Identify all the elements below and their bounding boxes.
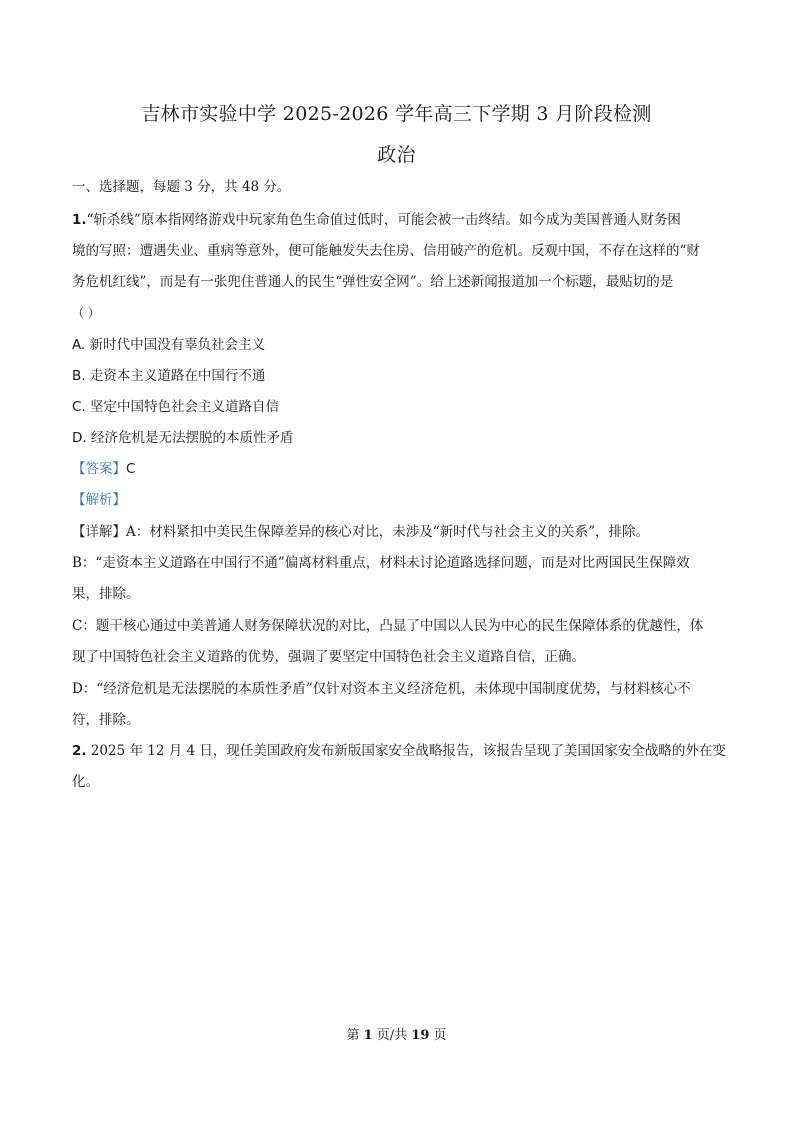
footer-page-number: 1 bbox=[363, 1028, 373, 1043]
exam-subject: 政治 bbox=[377, 144, 416, 166]
q1-number: 1. bbox=[72, 212, 87, 228]
q1-detail-line-4: C：题干核心通过中美普通人财务保障状况的对比，凸显了中国以人民为中心的民生保障体系的优越性，体 bbox=[72, 618, 704, 634]
q1-option-c bbox=[72, 397, 279, 417]
option-text: 新时代中国没有辜负社会主义 bbox=[89, 337, 266, 353]
q1-detail-line-1 bbox=[72, 522, 649, 542]
answer-label: 【答案】 bbox=[72, 461, 126, 477]
option-letter: D. bbox=[72, 430, 87, 446]
detail-text: A：材料紧扣中美民生保障差异的核心对比，未涉及“新时代与社会主义的关系”，排除。 bbox=[126, 524, 650, 540]
q1-option-a bbox=[72, 335, 265, 355]
footer-suffix: 页 bbox=[429, 1028, 447, 1043]
q1-detail-line-5: 现了中国特色社会主义道路的优势，强调了要坚定中国特色社会主义道路自信，正确。 bbox=[72, 649, 585, 665]
q1-stem-line-3: 务危机红线”，而是有一张兜住普通人的民生“弹性安全网”。给上述新闻报道加一个标题，最贴切的是 bbox=[72, 274, 674, 290]
q2-number: 2. bbox=[72, 743, 87, 759]
q2-stem-line-1 bbox=[72, 741, 726, 761]
q1-analysis-label: 【解析】 bbox=[72, 492, 126, 508]
q2-stem-text-1: 2025 年 12 月 4 日，现任美国政府发布新版国家安全战略报告，该报告呈现了美国国家安全战略的外在变 bbox=[90, 743, 726, 759]
q1-answer bbox=[72, 459, 135, 479]
q1-detail-line-2: B：“走资本主义道路在中国行不通”偏离材料重点，材料未讨论道路选择问题，而是对比两国民生保障效 bbox=[72, 555, 690, 571]
option-letter: B. bbox=[72, 368, 86, 384]
q1-stem-text-1: “斩杀线”原本指网络游戏中玩家角色生命值过低时，可能会被一击终结。如今成为美国普通人财务困 bbox=[86, 212, 681, 228]
footer-total-pages: 19 bbox=[411, 1028, 430, 1043]
section-heading: 一、选择题，每题 3 分，共 48 分。 bbox=[72, 179, 291, 195]
exam-title: 吉林市实验中学 2025-2026 学年高三下学期 3 月阶段检测 bbox=[141, 103, 652, 125]
q1-detail-line-6: D：“经济危机是无法摆脱的本质性矛盾”仅针对资本主义经济危机，未体现中国制度优势，与材料核心不 bbox=[72, 681, 691, 697]
option-letter: A. bbox=[72, 337, 86, 353]
footer-middle: 页/共 bbox=[372, 1028, 412, 1043]
q1-stem-line-2: 境的写照：遭遇失业、重病等意外，便可能触发失去住房、信用破产的危机。反观中国，不存在这样的“财 bbox=[72, 243, 700, 259]
q2-stem-line-2: 化。 bbox=[72, 774, 99, 790]
option-text: 经济危机是无法摆脱的本质性矛盾 bbox=[90, 430, 294, 446]
q1-detail-line-7: 符，排除。 bbox=[72, 712, 140, 728]
q1-stem-line-1 bbox=[72, 210, 681, 230]
answer-value: C bbox=[126, 461, 136, 477]
detail-label: 【详解】 bbox=[72, 524, 126, 540]
footer-prefix: 第 bbox=[346, 1028, 364, 1043]
option-text: 坚定中国特色社会主义道路自信 bbox=[90, 399, 280, 415]
q1-blank-paren: （ ） bbox=[72, 306, 100, 320]
q1-detail-line-3: 果，排除。 bbox=[72, 586, 140, 602]
q1-option-b bbox=[72, 366, 265, 386]
page-footer bbox=[0, 1024, 793, 1043]
option-text: 走资本主义道路在中国行不通 bbox=[89, 368, 266, 384]
q1-option-d bbox=[72, 428, 293, 448]
option-letter: C. bbox=[72, 399, 86, 415]
